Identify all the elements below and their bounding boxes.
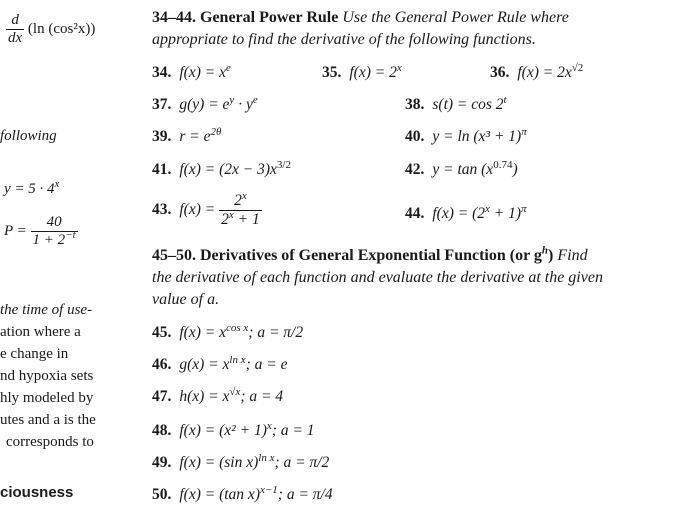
section1-heading-line2: appropriate to find the derivative of the following functions. [152, 31, 536, 48]
problem-47: 47. $h(x) = x^{√x}$; a = 4 [152, 385, 284, 405]
problem-49: 49. f(x) = (sin x)$^{ln x}$; a = π/2 [152, 451, 330, 471]
derivative-argument: (ln (cos²x)) [27, 20, 96, 37]
problem-50: 50. f(x) = (tan x)$^{x-1}$; a = π/4 [152, 483, 333, 503]
left-line-3: e change in [0, 346, 69, 362]
problem-45: 45. $f(x) = x^{cos x}$; a = π/2 [152, 321, 304, 341]
problem-48: 48. $f(x) = (x^2 + 1)^x$; a = 1 [152, 419, 315, 439]
problem-43-fraction: $\frac{2^x}{2^x + 1}$ [221, 189, 260, 228]
left-line-5: hly modeled by [0, 390, 94, 406]
problem-41: 41. $f(x) = (2x - 3)x^{3/2}$ [152, 158, 291, 178]
left-text-following: following [0, 128, 57, 144]
section2-heading-line2: the derivative of each function and evaluate the derivative at the given [152, 269, 603, 286]
problem-34: 34. $f(x) = x^e$ [152, 61, 231, 81]
p-fraction: $\frac{40}{1 + 2^{-t}}$ [32, 214, 76, 248]
problem-43: 43. f(x) = $\frac{2^x}{2^x + 1}$ [152, 189, 260, 228]
left-line-7: corresponds to [6, 434, 94, 450]
left-line-6: utes and a is the [0, 412, 96, 428]
problem-44: 44. $f(x) = (2^x + 1)^\pi$ [405, 202, 527, 222]
problem-37: 37. $g(y) = e^y \cdot y^e$ [152, 93, 258, 113]
derivative-expression [6, 12, 95, 47]
section2-heading-line3: value of a. [152, 291, 220, 308]
left-bottom-heading: ciousness [0, 484, 74, 501]
problem-35: 35. $f(x) = 2^x$ [322, 61, 402, 81]
problem-46: 46. $g(x) = x^{ln x}$; a = e [152, 353, 288, 373]
problem-38: 38. s(t) = cos 2$^t$ [405, 93, 507, 113]
problem-36: 36. $f(x) = 2x^{√2}$ [490, 61, 584, 81]
problem-39: 39. $r = e^{2\theta}$ [152, 125, 222, 145]
left-line-4: nd hypoxia sets [0, 368, 94, 384]
section1-heading: 34–44. General Power Rule Use the General Power Rule where [152, 9, 569, 26]
left-line-2: ation where a [0, 324, 81, 340]
section2-heading: 45–50. Derivatives of General Exponential Function (or $g^h$) Find [152, 244, 588, 264]
left-equation-y: $y = 5 \cdot 4^x$ [4, 178, 60, 197]
problem-40: 40. $y = \ln (x^3 + 1)^\pi$ [405, 125, 527, 145]
d-dx-fraction: $\frac{d}{dx}$ [8, 12, 23, 46]
left-line-1: the time of use- [0, 302, 93, 318]
problem-42: 42. $y = \tan (x^{0.74})$ [405, 158, 518, 178]
left-equation-p: P = $\frac{40}{1 + 2^{-t}}$ [4, 214, 76, 248]
